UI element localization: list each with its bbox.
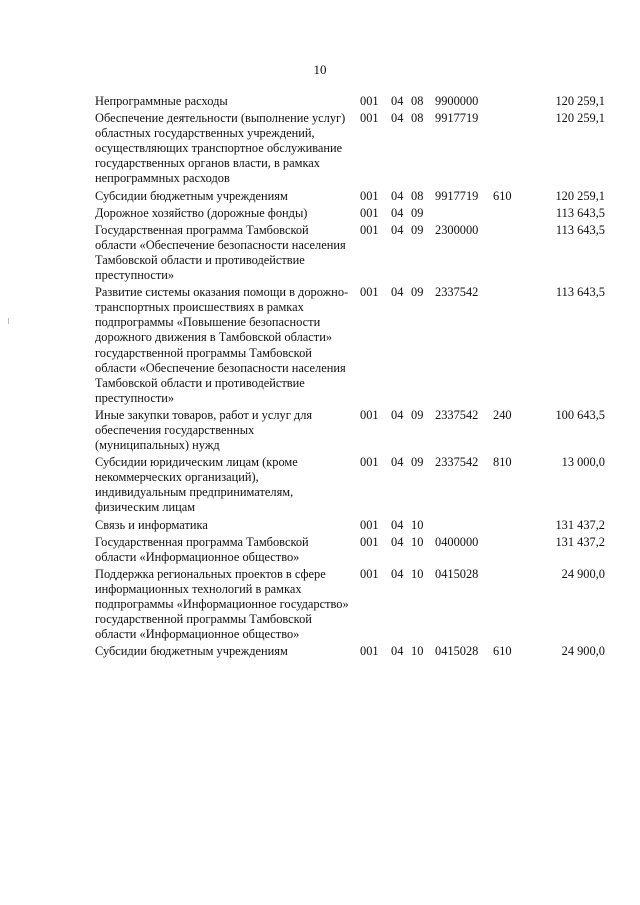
row-amount: 100 643,5 xyxy=(555,407,605,422)
row-amount: 113 643,5 xyxy=(555,205,605,220)
row-subsection: 08 xyxy=(411,111,424,126)
row-name: Обеспечение деятельности (выполнение услуг) областных государственных учреждений, осуществляющих транспортное обслуживание государственных органов власти, в рамках непрограммных расходов xyxy=(95,111,346,186)
row-expense-type: 810 xyxy=(493,455,512,470)
row-expense-type: 610 xyxy=(493,188,512,203)
row-subsection: 10 xyxy=(411,566,424,581)
row-name: Субсидии юридическим лицам (кроме некоммерческих организаций), индивидуальным предпринимателям, физическим лицам xyxy=(95,455,298,515)
table-row xyxy=(95,111,615,186)
table-row xyxy=(95,223,615,283)
row-subsection: 10 xyxy=(411,534,424,549)
row-target-article: 2337542 xyxy=(435,407,479,422)
row-grbs: 001 xyxy=(360,644,379,659)
row-grbs: 001 xyxy=(360,94,379,108)
row-grbs: 001 xyxy=(360,188,379,203)
row-amount: 13 000,0 xyxy=(561,455,605,470)
row-grbs: 001 xyxy=(360,205,379,220)
table-row xyxy=(95,285,615,406)
budget-table xyxy=(95,94,615,661)
row-amount: 131 437,2 xyxy=(555,517,605,532)
row-section: 04 xyxy=(391,534,404,549)
row-section: 04 xyxy=(391,517,404,532)
row-amount: 24 900,0 xyxy=(561,566,605,581)
row-section: 04 xyxy=(391,285,404,300)
row-section: 04 xyxy=(391,188,404,203)
table-row xyxy=(95,535,615,565)
row-section: 04 xyxy=(391,94,404,108)
row-name: Иные закупки товаров, работ и услуг для обеспечения государственных (муниципальных) нужд xyxy=(95,407,313,453)
row-section: 04 xyxy=(391,111,404,126)
row-target-article: 9917719 xyxy=(435,111,479,126)
row-target-article: 0415028 xyxy=(435,566,479,581)
row-amount: 24 900,0 xyxy=(561,644,605,659)
row-target-article: 2337542 xyxy=(435,285,479,300)
table-row xyxy=(95,206,615,221)
row-amount: 120 259,1 xyxy=(555,94,605,108)
row-subsection: 09 xyxy=(411,285,424,300)
row-grbs: 001 xyxy=(360,455,379,470)
table-row xyxy=(95,189,615,204)
row-amount: 131 437,2 xyxy=(555,534,605,549)
row-grbs: 001 xyxy=(360,222,379,237)
table-row xyxy=(95,518,615,533)
row-grbs: 001 xyxy=(360,407,379,422)
row-section: 04 xyxy=(391,455,404,470)
row-target-article: 9900000 xyxy=(435,94,479,108)
scan-margin-mark xyxy=(8,318,9,324)
row-target-article: 2337542 xyxy=(435,455,479,470)
row-subsection: 09 xyxy=(411,455,424,470)
row-expense-type: 610 xyxy=(493,644,512,659)
row-grbs: 001 xyxy=(360,111,379,126)
row-grbs: 001 xyxy=(360,534,379,549)
table-row xyxy=(95,94,615,109)
row-target-article: 2300000 xyxy=(435,222,479,237)
row-target-article: 0400000 xyxy=(435,534,479,549)
table-row xyxy=(95,455,615,515)
page-number: 10 xyxy=(313,62,327,77)
row-grbs: 001 xyxy=(360,517,379,532)
row-expense-type: 240 xyxy=(493,407,512,422)
row-name: Развитие системы оказания помощи в дорожно-транспортных происшествиях в рамках подпрограммы «Повышение безопасности дорожного движения в Тамбовской области» государственной программы Тамбовской области «Обеспечение безопасности населения Тамбовской области и противодействие преступности» xyxy=(95,285,349,405)
row-name: Поддержка региональных проектов в сфере информационных технологий в рамках подпрограммы «Информационное государство» государственной программы Тамбовской области «Информационное общество» xyxy=(95,566,349,642)
row-subsection: 08 xyxy=(411,94,424,108)
row-subsection: 10 xyxy=(411,644,424,659)
row-subsection: 09 xyxy=(411,205,424,220)
row-amount: 113 643,5 xyxy=(555,285,605,300)
row-section: 04 xyxy=(391,407,404,422)
table-row xyxy=(95,567,615,642)
row-amount: 120 259,1 xyxy=(555,188,605,203)
row-name: Субсидии бюджетным учреждениям xyxy=(95,644,288,659)
row-amount: 120 259,1 xyxy=(555,111,605,126)
row-name: Государственная программа Тамбовской области «Информационное общество» xyxy=(95,534,309,564)
row-target-article: 9917719 xyxy=(435,188,479,203)
row-subsection: 09 xyxy=(411,222,424,237)
row-name: Государственная программа Тамбовской области «Обеспечение безопасности населения Тамбовской области и противодействие преступности» xyxy=(95,222,346,283)
row-section: 04 xyxy=(391,644,404,659)
row-section: 04 xyxy=(391,566,404,581)
row-name: Связь и информатика xyxy=(95,517,208,532)
row-name: Дорожное хозяйство (дорожные фонды) xyxy=(95,205,308,220)
row-section: 04 xyxy=(391,205,404,220)
row-name: Непрограммные расходы xyxy=(95,94,228,108)
table-row xyxy=(95,408,615,453)
row-amount: 113 643,5 xyxy=(555,222,605,237)
row-subsection: 08 xyxy=(411,188,424,203)
row-target-article: 0415028 xyxy=(435,644,479,659)
row-section: 04 xyxy=(391,222,404,237)
row-grbs: 001 xyxy=(360,285,379,300)
row-name: Субсидии бюджетным учреждениям xyxy=(95,188,288,203)
row-grbs: 001 xyxy=(360,566,379,581)
row-subsection: 10 xyxy=(411,517,424,532)
row-subsection: 09 xyxy=(411,407,424,422)
table-row xyxy=(95,644,615,659)
